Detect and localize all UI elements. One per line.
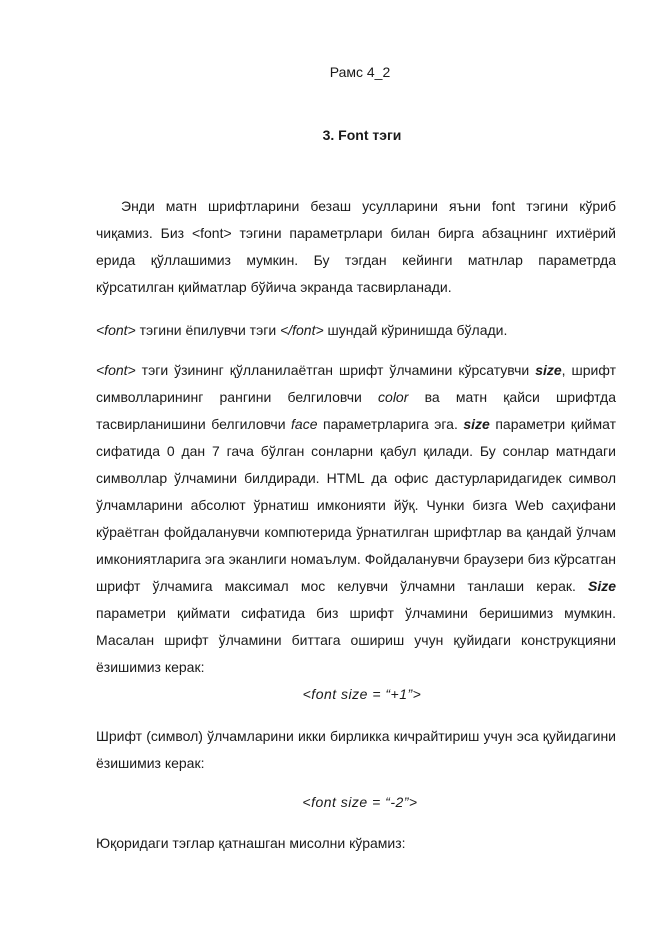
paragraph-example-intro: Юқоридаги тэглар қатнашган мисолни кўрамиз: [96, 835, 406, 851]
param-size: size [535, 362, 562, 378]
paragraph-intro: Энди матн шрифтларини безаш усулларини яъни font тэгини кўриб чиқамиз. Биз <font> тэгини параметрлари билан бирга абзацнинг ихтиёрий ерида қўллашимиз мумкин. Бу тэгдан кейинги матнлар параметрда кўрсатилган қийматлар бўйича экранда тасвирланади. [96, 198, 616, 295]
text-segment: параметри қиймати сифатида биз шрифт ўлчамини беришимиз мумкин. Масалан шрифт ўлчамини биттага ошириш учун қуйидаги конструкцияни ёзишимиз керак: [96, 605, 616, 675]
code-example-plus-one: <font size = “+1”> [302, 686, 422, 702]
text-segment: шундай кўринишда бўлади. [323, 322, 508, 338]
tag-font-open: <font> [96, 322, 136, 338]
text-segment: параметри қиймат сифатида 0 дан 7 гача бўлган сонларни қабул қилади. Бу сонлар матндаги символлар ўлчамини билдиради. HTML да офис дастурларидагидек символ ўлчамларини абсолют ўрнатиш имконияти йўқ. Чунки бизга Web саҳифани кўраётган фойдаланувчи компютерида ўрнатилган шрифтлар ва қандай ўлчам имкониятларига эга эканлиги номаълум. Фойдаланувчи браузери биз кўрсатган шрифт ўлчамига максимал мос келувчи ўлчамни танлаши керак. [96, 416, 617, 594]
code-example-minus-two: <font size = “-2”> [302, 794, 418, 810]
param-size: size [463, 416, 490, 432]
text-segment: тэги ўзининг қўлланилаётган шрифт ўлчамини кўрсатувчи [135, 362, 536, 378]
page-caption: Рамс 4_2 [329, 64, 391, 80]
text-segment: , шрифт символларининг рангини белгиловчи [96, 362, 616, 405]
paragraph-closing-tag [96, 317, 616, 344]
text-segment: ва матн қайси шрифтда тасвирланишини белгиловчи [96, 389, 617, 432]
section-heading: 3. Font тэги [322, 127, 402, 143]
tag-font-close: </font> [280, 322, 324, 338]
text-segment: параметрларига эга. [317, 416, 464, 432]
param-size-capital: Size [587, 578, 616, 594]
param-face: face [291, 416, 318, 432]
text-segment: тэгини ёпилувчи тэги [135, 322, 281, 338]
tag-font-open: <font> [96, 362, 136, 378]
paragraph-parameters [96, 357, 616, 681]
param-color: color [378, 389, 409, 405]
paragraph-shrink: Шрифт (символ) ўлчамларини икки бирликка кичрайтириш учун эса қуйидагини ёзишимиз керак: [96, 728, 616, 771]
